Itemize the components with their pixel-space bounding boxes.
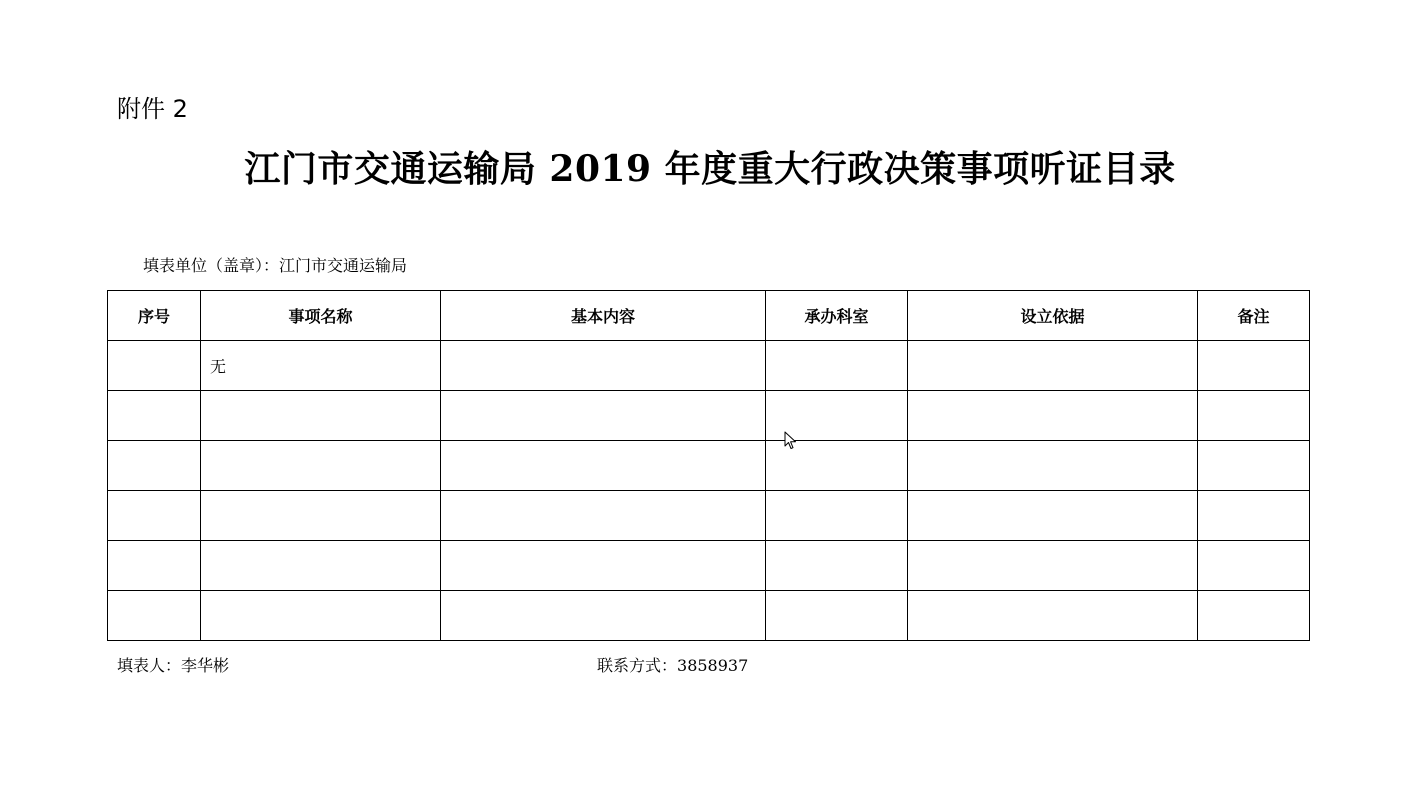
table-cell — [108, 541, 201, 591]
table-row — [108, 341, 1310, 391]
table-cell — [908, 341, 1198, 391]
table-row — [108, 391, 1310, 441]
table-cell — [201, 591, 441, 641]
fill-unit-line — [143, 254, 407, 278]
table-cell — [766, 541, 908, 591]
table-cell — [108, 591, 201, 641]
table-cell — [201, 391, 441, 441]
table-cell — [201, 541, 441, 591]
table-cell — [1198, 441, 1310, 491]
header-responsible-office: 承办科室 — [766, 291, 908, 341]
table-cell — [108, 441, 201, 491]
header-remarks: 备注 — [1198, 291, 1310, 341]
table-cell — [441, 541, 766, 591]
table-cell — [108, 491, 201, 541]
table-cell: 无 — [201, 341, 441, 391]
table-header-row — [108, 291, 1310, 341]
mouse-pointer-icon — [784, 431, 798, 451]
table-row — [108, 541, 1310, 591]
document-title: 江门市交通运输局 2019 年度重大行政决策事项听证目录 — [244, 148, 1176, 190]
table-cell — [1198, 491, 1310, 541]
attachment-label: 附件 2 — [117, 95, 188, 123]
table-cell — [441, 341, 766, 391]
hearing-catalog-table — [107, 290, 1310, 641]
table-row — [108, 441, 1310, 491]
table-cell — [441, 391, 766, 441]
header-basic-content: 基本内容 — [441, 291, 766, 341]
table-cell — [908, 541, 1198, 591]
table-cell — [908, 591, 1198, 641]
table-cell — [1198, 391, 1310, 441]
table-cell — [766, 591, 908, 641]
contact-value: 3858937 — [677, 656, 749, 675]
header-legal-basis: 设立依据 — [908, 291, 1198, 341]
table-cell — [1198, 341, 1310, 391]
table-cell — [108, 391, 201, 441]
table-cell — [766, 491, 908, 541]
header-item-name: 事项名称 — [201, 291, 441, 341]
form-filler-name: 李华彬 — [181, 656, 230, 675]
contact-line — [597, 654, 748, 678]
table-cell — [1198, 591, 1310, 641]
table-cell — [1198, 541, 1310, 591]
table-cell — [766, 341, 908, 391]
table-cell — [441, 441, 766, 491]
table-cell — [108, 341, 201, 391]
table-cell — [908, 391, 1198, 441]
table-cell — [441, 591, 766, 641]
table-cell — [441, 491, 766, 541]
table-cell — [908, 441, 1198, 491]
header-serial-number: 序号 — [108, 291, 201, 341]
table-cell — [908, 491, 1198, 541]
table-cell — [201, 491, 441, 541]
fill-unit-label: 填表单位（盖章）： — [143, 256, 280, 275]
contact-label: 联系方式： — [597, 656, 678, 675]
form-filler-label: 填表人： — [117, 656, 182, 675]
table-row — [108, 591, 1310, 641]
fill-unit-value: 江门市交通运输局 — [279, 256, 408, 275]
table-cell — [201, 441, 441, 491]
table-row — [108, 491, 1310, 541]
form-filler-line — [117, 654, 229, 678]
